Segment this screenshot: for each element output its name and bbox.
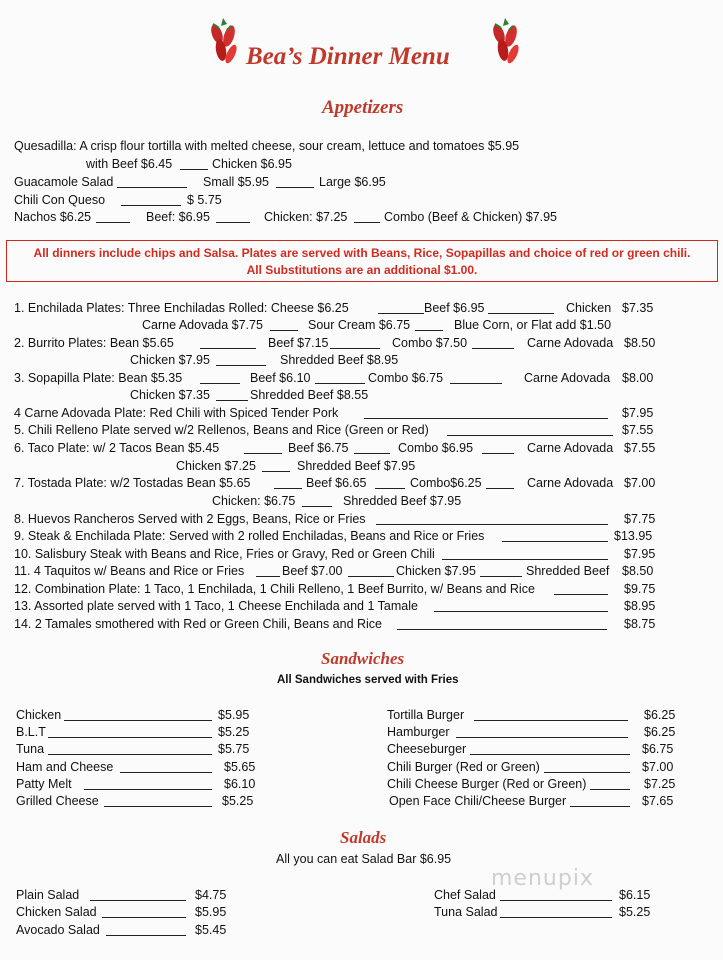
dotted-leader bbox=[96, 212, 130, 223]
dotted-leader bbox=[102, 907, 186, 918]
sandwich-item: Chili Cheese Burger (Red or Green) bbox=[387, 777, 587, 791]
plate-6-price: $7.55 bbox=[624, 441, 656, 455]
dotted-leader bbox=[364, 408, 608, 419]
sandwich-item: Chicken bbox=[16, 708, 62, 722]
dotted-leader bbox=[590, 779, 630, 790]
dotted-leader bbox=[486, 478, 514, 489]
dotted-leader bbox=[415, 320, 443, 331]
plate-10-line: 10. Salisbury Steak with Beans and Rice, Fries or Gravy, Red or Green Chili bbox=[14, 547, 435, 561]
dotted-leader bbox=[200, 373, 240, 384]
plate-3-chicken: Chicken $7.35 bbox=[130, 388, 210, 402]
quesadilla-chicken: Chicken $6.95 bbox=[212, 157, 292, 171]
nachos-combo: Combo (Beef & Chicken) $7.95 bbox=[384, 210, 558, 224]
sandwich-item: Hamburger bbox=[387, 725, 450, 739]
sandwich-item: Patty Melt bbox=[16, 777, 72, 791]
plate-3-line: 3. Sopapilla Plate: Bean $5.35 bbox=[14, 371, 183, 385]
dotted-leader bbox=[502, 531, 608, 542]
sandwich-price: $5.75 bbox=[218, 742, 250, 756]
salad-item: Chicken Salad bbox=[16, 905, 97, 919]
dotted-leader bbox=[470, 744, 630, 755]
plate-1-line: 1. Enchilada Plates: Three Enchiladas Rolled: Cheese $6.25 bbox=[14, 301, 349, 315]
dotted-leader bbox=[216, 355, 266, 366]
plate-2-chicken: Chicken $7.95 bbox=[130, 353, 210, 367]
dotted-leader bbox=[434, 601, 608, 612]
sandwich-price: $6.10 bbox=[224, 777, 256, 791]
plate-11-chicken: Chicken $7.95 bbox=[396, 564, 476, 578]
dotted-leader bbox=[472, 338, 514, 349]
watermark: menupix bbox=[491, 866, 594, 891]
dotted-leader bbox=[244, 443, 282, 454]
plate-2-price: $8.50 bbox=[624, 336, 656, 350]
dotted-leader bbox=[270, 320, 298, 331]
nachos-name: Nachos $6.25 bbox=[14, 210, 92, 224]
plate-6-carne: Carne Adovada bbox=[527, 441, 614, 455]
dotted-leader bbox=[104, 796, 212, 807]
sandwich-price: $7.65 bbox=[642, 794, 674, 808]
sandwich-price: $5.25 bbox=[218, 725, 250, 739]
plate-2-carne: Carne Adovada bbox=[527, 336, 614, 350]
plate-8-price: $7.75 bbox=[624, 512, 656, 526]
salad-item: Avocado Salad bbox=[16, 923, 100, 937]
plate-6-beef: Beef $6.75 bbox=[288, 441, 349, 455]
dotted-leader bbox=[376, 514, 608, 525]
dotted-leader bbox=[302, 496, 332, 507]
sandwich-price: $7.25 bbox=[644, 777, 676, 791]
salad-item: Chef Salad bbox=[434, 888, 496, 902]
dotted-leader bbox=[274, 478, 302, 489]
dotted-leader bbox=[354, 443, 390, 454]
sandwich-price: $7.00 bbox=[642, 760, 674, 774]
plate-8-line: 8. Huevos Rancheros Served with 2 Eggs, Beans, Rice or Fries bbox=[14, 512, 366, 526]
plate-1-blue-corn: Blue Corn, or Flat add $1.50 bbox=[454, 318, 612, 332]
salads-subtitle: All you can eat Salad Bar $6.95 bbox=[276, 852, 452, 866]
dotted-leader bbox=[480, 566, 522, 577]
salad-price: $6.15 bbox=[619, 888, 651, 902]
sandwiches-heading: Sandwiches bbox=[321, 649, 405, 668]
sandwich-item: Tortilla Burger bbox=[387, 708, 465, 722]
plate-2-shredded: Shredded Beef $8.95 bbox=[280, 353, 399, 367]
sandwich-item: Ham and Cheese bbox=[16, 760, 114, 774]
plate-11-beef: Beef $7.00 bbox=[282, 564, 343, 578]
sandwich-price: $6.25 bbox=[644, 725, 676, 739]
chili-con-queso-name: Chili Con Queso bbox=[14, 193, 106, 207]
plate-4-price: $7.95 bbox=[622, 406, 654, 420]
salad-price: $5.95 bbox=[195, 905, 227, 919]
plate-9-line: 9. Steak & Enchilada Plate: Served with 2 rolled Enchiladas, Beans and Rice or Fries bbox=[14, 529, 485, 543]
plate-13-line: 13. Assorted plate served with 1 Taco, 1 Cheese Enchilada and 1 Tamale bbox=[14, 599, 418, 613]
dinner-notice-box bbox=[6, 240, 718, 282]
plate-12-price: $9.75 bbox=[624, 582, 656, 596]
plate-1-chicken: Chicken bbox=[566, 301, 612, 315]
plate-5-line: 5. Chili Relleno Plate served w/2 Rellenos, Beans and Rice (Green or Red) bbox=[14, 423, 429, 437]
guacamole-large: Large $6.95 bbox=[319, 175, 386, 189]
chili-pepper-icon bbox=[203, 14, 245, 70]
sandwich-price: $5.95 bbox=[218, 708, 250, 722]
plate-1-carne: Carne Adovada $7.75 bbox=[142, 318, 263, 332]
salad-item: Tuna Salad bbox=[434, 905, 498, 919]
dotted-leader bbox=[200, 338, 256, 349]
plate-7-beef: Beef $6.65 bbox=[306, 476, 367, 490]
salads-heading: Salads bbox=[340, 828, 387, 847]
plate-6-shredded: Shredded Beef $7.95 bbox=[297, 459, 416, 473]
plate-2-combo: Combo $7.50 bbox=[392, 336, 468, 350]
appetizers-heading: Appetizers bbox=[322, 97, 404, 118]
dotted-leader bbox=[262, 461, 290, 472]
plate-1-beef: Beef $6.95 bbox=[424, 301, 485, 315]
dotted-leader bbox=[90, 890, 186, 901]
notice-line-1: All dinners include chips and Salsa. Plates are served with Beans, Rice, Sopapillas and choice of red or green chili. bbox=[33, 246, 691, 260]
dotted-leader bbox=[375, 478, 405, 489]
chili-con-queso-price: $ 5.75 bbox=[187, 193, 222, 207]
plate-6-line: 6. Taco Plate: w/ 2 Tacos Bean $5.45 bbox=[14, 441, 220, 455]
dotted-leader bbox=[48, 727, 212, 738]
plate-3-price: $8.00 bbox=[622, 371, 654, 385]
dotted-leader bbox=[315, 373, 365, 384]
plate-7-shredded: Shredded Beef $7.95 bbox=[343, 494, 462, 508]
dotted-leader bbox=[554, 584, 608, 595]
dotted-leader bbox=[48, 744, 212, 755]
dotted-leader bbox=[354, 212, 380, 223]
dotted-leader bbox=[180, 159, 208, 170]
guacamole-small: Small $5.95 bbox=[203, 175, 270, 189]
plate-7-line: 7. Tostada Plate: w/2 Tostadas Bean $5.65 bbox=[14, 476, 251, 490]
guacamole-name: Guacamole Salad bbox=[14, 175, 114, 189]
sandwich-item: Cheeseburger bbox=[387, 742, 467, 756]
dotted-leader bbox=[482, 443, 514, 454]
dotted-leader bbox=[276, 177, 314, 188]
plate-5-price: $7.55 bbox=[622, 423, 654, 437]
salad-price: $4.75 bbox=[195, 888, 227, 902]
dotted-leader bbox=[544, 762, 630, 773]
dotted-leader bbox=[450, 373, 502, 384]
dotted-leader bbox=[474, 710, 628, 721]
dotted-leader bbox=[121, 195, 181, 206]
dotted-leader bbox=[106, 925, 186, 936]
dotted-leader bbox=[442, 549, 608, 560]
plate-7-combo: Combo$6.25 bbox=[410, 476, 482, 490]
sandwich-item: Tuna bbox=[16, 742, 45, 756]
salad-price: $5.25 bbox=[619, 905, 651, 919]
plate-11-price: $8.50 bbox=[622, 564, 654, 578]
nachos-beef: Beef: $6.95 bbox=[146, 210, 210, 224]
sandwich-item: Open Face Chili/Cheese Burger bbox=[389, 794, 567, 808]
dotted-leader bbox=[256, 566, 280, 577]
dotted-leader bbox=[348, 566, 394, 577]
chili-pepper-icon bbox=[485, 14, 527, 70]
plate-2-line: 2. Burrito Plates: Bean $5.65 bbox=[14, 336, 174, 350]
dotted-leader bbox=[397, 619, 607, 630]
dotted-leader bbox=[330, 338, 380, 349]
quesadilla-beef: with Beef $6.45 bbox=[86, 157, 173, 171]
plate-2-beef: Beef $7.15 bbox=[268, 336, 329, 350]
sandwich-item: Chili Burger (Red or Green) bbox=[387, 760, 540, 774]
plate-7-chicken: Chicken: $6.75 bbox=[212, 494, 296, 508]
sandwich-price: $5.25 bbox=[222, 794, 254, 808]
plate-3-shredded: Shredded Beef $8.55 bbox=[250, 388, 369, 402]
plate-14-price: $8.75 bbox=[624, 617, 656, 631]
page-title: Bea’s Dinner Menu bbox=[246, 43, 450, 70]
plate-1-sour-cream: Sour Cream $6.75 bbox=[308, 318, 411, 332]
dotted-leader bbox=[447, 425, 613, 436]
sandwiches-subtitle: All Sandwiches served with Fries bbox=[277, 674, 459, 686]
dotted-leader bbox=[84, 779, 212, 790]
dotted-leader bbox=[488, 303, 554, 314]
dotted-leader bbox=[120, 762, 212, 773]
sandwich-price: $6.75 bbox=[642, 742, 674, 756]
plate-1-price: $7.35 bbox=[622, 301, 654, 315]
plate-3-combo: Combo $6.75 bbox=[368, 371, 444, 385]
plate-6-chicken: Chicken $7.25 bbox=[176, 459, 256, 473]
dotted-leader bbox=[456, 727, 628, 738]
plate-6-combo: Combo $6.95 bbox=[398, 441, 474, 455]
plate-7-price: $7.00 bbox=[624, 476, 656, 490]
salad-price: $5.45 bbox=[195, 923, 227, 937]
plate-10-price: $7.95 bbox=[624, 547, 656, 561]
nachos-chicken: Chicken: $7.25 bbox=[264, 210, 348, 224]
plate-7-carne: Carne Adovada bbox=[527, 476, 614, 490]
dotted-leader bbox=[378, 303, 424, 314]
salad-item: Plain Salad bbox=[16, 888, 80, 902]
dotted-leader bbox=[500, 907, 612, 918]
plate-3-beef: Beef $6.10 bbox=[250, 371, 311, 385]
plate-11-shredded: Shredded Beef bbox=[526, 564, 610, 578]
sandwich-price: $6.25 bbox=[644, 708, 676, 722]
plate-4-line: 4 Carne Adovada Plate: Red Chili with Spiced Tender Pork bbox=[14, 406, 339, 420]
plate-14-line: 14. 2 Tamales smothered with Red or Green Chili, Beans and Rice bbox=[14, 617, 383, 631]
plate-3-carne: Carne Adovada bbox=[524, 371, 611, 385]
sandwich-item: Grilled Cheese bbox=[16, 794, 99, 808]
dotted-leader bbox=[500, 890, 612, 901]
dotted-leader bbox=[570, 796, 630, 807]
plate-12-line: 12. Combination Plate: 1 Taco, 1 Enchilada, 1 Chili Relleno, 1 Beef Burrito, w/ Beans and Rice bbox=[14, 582, 535, 596]
dotted-leader bbox=[216, 390, 248, 401]
dotted-leader bbox=[216, 212, 250, 223]
sandwich-price: $5.65 bbox=[224, 760, 256, 774]
dotted-leader bbox=[117, 177, 187, 188]
plate-13-price: $8.95 bbox=[624, 599, 656, 613]
plate-9-price: $13.95 bbox=[614, 529, 653, 543]
dotted-leader bbox=[64, 710, 212, 721]
quesadilla-line: Quesadilla: A crisp flour tortilla with melted cheese, sour cream, lettuce and tomatoes $5.95 bbox=[14, 139, 520, 153]
notice-line-2: All Substitutions are an additional $1.00. bbox=[246, 263, 478, 277]
sandwich-item: B.L.T bbox=[16, 725, 46, 739]
plate-11-line: 11. 4 Taquitos w/ Beans and Rice or Fries bbox=[14, 564, 245, 578]
